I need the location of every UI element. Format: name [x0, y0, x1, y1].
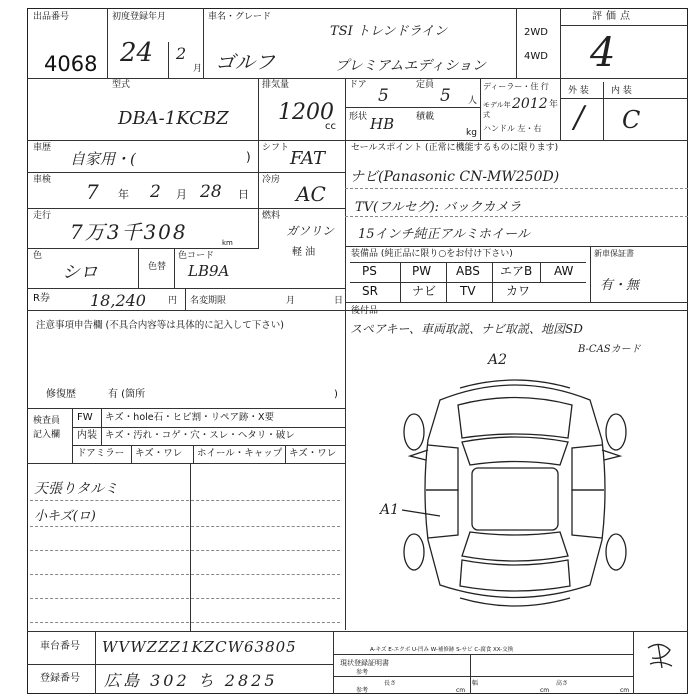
divider — [345, 310, 346, 630]
divider — [27, 631, 688, 632]
hood — [458, 398, 572, 439]
first-reg-year: 24 — [120, 38, 154, 68]
recycle-label: R券 — [33, 293, 50, 304]
inspection-day-unit: 日 — [238, 188, 249, 201]
height-label: 高さ — [556, 680, 569, 687]
fuel-label: 燃料 — [262, 211, 281, 221]
capacity-label: 定員 — [416, 80, 435, 90]
width-label: 幅 — [472, 680, 479, 687]
cargo-unit: kg — [466, 128, 477, 138]
exterior-value: / — [574, 100, 585, 135]
fw-text: キズ・hole石・ヒビ割・リペア跡・X要 — [105, 412, 274, 423]
recycle-value: 18,240 — [90, 291, 146, 310]
drive-4wd: 4WD — [524, 51, 548, 62]
front-bumper — [460, 380, 570, 388]
cm-unit-3: cm — [620, 687, 630, 694]
model-year-label: モデル年式 — [483, 101, 511, 119]
inspection-month: 2 — [150, 182, 161, 202]
vehicle-label: 車歴 — [33, 143, 52, 153]
extras-value-2: B-CASカード — [578, 344, 641, 355]
divider — [27, 172, 345, 173]
divider — [258, 140, 259, 172]
equipment-grid — [350, 262, 586, 302]
divider — [480, 78, 481, 140]
close-paren: ) — [246, 150, 251, 164]
interior-inspect-label: 内装 — [77, 430, 97, 441]
divider — [190, 463, 191, 631]
equipment-title: 装備品 (純正品に限り○をお付け下さい) — [351, 249, 513, 259]
model-grade-label: 車名・グレード — [208, 12, 272, 22]
lot-number: 4068 — [44, 52, 98, 76]
divider — [345, 188, 688, 189]
divider — [560, 98, 688, 99]
selling-point-2: TV(フルセグ): バックカメラ — [355, 200, 522, 215]
reference-label: 参考 — [356, 669, 369, 676]
divider — [258, 78, 259, 140]
name-change-label: 名変期限 — [190, 296, 227, 306]
equip-sr: SR — [362, 284, 378, 298]
wheel-rear-left — [404, 534, 424, 570]
first-reg-month-unit: 月 — [193, 64, 203, 74]
a1-pointer — [402, 510, 440, 516]
score-label: 評価点 — [592, 11, 634, 22]
divider — [560, 78, 561, 140]
inspection-month-unit: 月 — [176, 188, 187, 201]
drive-2wd: 2WD — [524, 27, 548, 38]
repair-label: 修復歴 — [46, 389, 76, 400]
shape-value: HB — [370, 115, 395, 133]
divider — [27, 78, 688, 79]
color-change-label: 色替 — [148, 262, 167, 272]
equip-navi: ナビ — [412, 284, 437, 298]
inspection-label: 車検 — [33, 175, 52, 185]
handle-label: ハンドル 左・右 — [483, 124, 542, 133]
model-grade-line1: TSI トレンドライン — [330, 24, 448, 39]
divider — [138, 248, 139, 288]
mirror-right — [602, 450, 620, 460]
divider — [350, 262, 586, 263]
divider — [27, 463, 345, 464]
model-grade-line3: プレミアムエディション — [335, 58, 487, 74]
inspector-grid — [72, 409, 345, 463]
model-year-value: 2012 — [512, 96, 548, 112]
length-label: 長さ — [384, 680, 397, 687]
selling-points-title: セールスポイント (正常に機能するものに限ります) — [351, 143, 559, 153]
vehicle-value: 自家用・( — [70, 150, 136, 168]
type-value: DBA-1KCBZ — [118, 108, 229, 129]
note-line — [30, 500, 340, 501]
divider — [345, 302, 688, 303]
interior-inspect-text: キズ・汚れ・コゲ・穴・スレ・ヘタリ・破レ — [105, 430, 295, 441]
divider — [168, 42, 169, 78]
divider — [27, 288, 345, 289]
interior-label: 内 装 — [611, 86, 632, 96]
wheel-cap-text: キズ・ワレ — [289, 448, 337, 459]
notes-title: 注意事項申告欄 (不具合内容等は具体的に記入して下さい) — [36, 320, 284, 331]
windshield — [462, 437, 568, 465]
note-line — [30, 598, 340, 599]
warranty-value: 有・無 — [600, 278, 640, 293]
mileage-value: 7万3千308 — [70, 220, 188, 244]
equip-abs: ABS — [456, 264, 480, 278]
door-left-front — [426, 445, 458, 490]
trunk — [460, 560, 570, 591]
color-label: 色 — [33, 251, 43, 261]
new-warranty-label: 新車保証書 — [594, 249, 634, 258]
rear-glass — [462, 532, 568, 561]
repair-value: 有 (箇所 — [108, 389, 146, 400]
divider — [333, 654, 633, 655]
inspection-year-unit: 年 — [118, 188, 129, 201]
cargo-label: 積載 — [416, 112, 435, 122]
doors-label: ドア — [349, 80, 367, 90]
divider — [540, 262, 541, 282]
chassis-value: WVWZZZ1KZCW63805 — [102, 638, 297, 656]
divider — [185, 288, 186, 310]
capacity-value: 5 — [440, 86, 451, 106]
divider — [203, 8, 204, 78]
divider — [27, 248, 259, 249]
divider — [345, 246, 688, 247]
reg-label: 登録番号 — [40, 673, 80, 684]
divider — [633, 631, 634, 694]
note-line — [30, 574, 340, 575]
color-value: シロ — [62, 262, 98, 283]
selling-point-3: 15インチ純正アルミホイール — [358, 227, 530, 242]
door-right-front — [572, 445, 604, 490]
divider — [333, 676, 633, 677]
name-change-month: 月 — [286, 296, 296, 306]
handwritten-note-1: 天張りタルミ — [34, 481, 118, 497]
doors-value: 5 — [378, 86, 389, 106]
equip-airbag: エアB — [500, 264, 533, 278]
divider — [590, 246, 591, 302]
note-line — [30, 550, 340, 551]
fw-label: FW — [77, 412, 93, 423]
note-line — [30, 526, 340, 527]
door-right-rear — [572, 490, 604, 538]
displacement-unit: cc — [325, 121, 336, 132]
door-mirror-text: キズ・ワレ — [135, 448, 183, 459]
wheel-cap-label: ホイール・キャップ — [197, 448, 283, 459]
car-damage-diagram — [380, 360, 650, 620]
inspector-label-1: 検査員 — [33, 416, 61, 426]
fuel-value: ガソリン — [286, 224, 335, 238]
selling-point-1: ナビ(Panasonic CN-MW250D) — [350, 169, 560, 185]
shift-label: シフト — [262, 143, 290, 153]
equip-leather: カワ — [506, 284, 531, 298]
note-line — [30, 622, 340, 623]
divider — [345, 78, 346, 140]
color-code-value: LB9A — [188, 262, 230, 280]
handwritten-note-2: 小キズ(ロ) — [34, 509, 96, 524]
divider — [560, 8, 561, 78]
inspection-day: 28 — [200, 182, 222, 202]
color-code-label: 色コード — [178, 251, 215, 261]
equip-ps: PS — [362, 264, 377, 278]
wheel-front-left — [404, 414, 424, 450]
mirror-left — [410, 450, 428, 460]
extras-title: 後付品 — [351, 306, 379, 316]
wheel-front-right — [606, 414, 626, 450]
divider — [516, 8, 517, 78]
ac-value: AC — [296, 182, 326, 206]
equip-tv: TV — [460, 284, 476, 298]
roof — [472, 468, 558, 530]
extras-value: スペアキー、車両取説、ナビ取説、地図SD — [350, 322, 583, 336]
shape-label: 形状 — [349, 112, 368, 122]
score-value: 4 — [590, 30, 616, 76]
divider — [73, 445, 346, 446]
dealer-label: ディーラー・住 行 — [483, 82, 549, 91]
divider — [27, 208, 345, 209]
recycle-unit: 円 — [168, 296, 178, 306]
inspector-signature — [640, 638, 680, 674]
divider — [470, 654, 471, 694]
damage-legend: A-キズ E-エクボ U-凹み W-補修跡 S-サビ C-腐食 XX-交換 — [370, 647, 514, 653]
model-grade-line2: ゴルフ — [215, 50, 275, 74]
interior-value: C — [622, 106, 641, 134]
divider — [27, 664, 333, 665]
displacement-value: 1200 — [278, 100, 334, 125]
divider — [174, 248, 175, 288]
divider — [73, 427, 346, 428]
equip-pw: PW — [412, 264, 432, 278]
ac-label: 冷房 — [262, 175, 281, 185]
first-reg-label: 初度登録年月 — [112, 12, 167, 22]
repair-close: ) — [334, 389, 338, 400]
wheel-rear-right — [606, 534, 626, 570]
mileage-label: 走行 — [33, 211, 52, 221]
divider — [131, 445, 132, 463]
inspection-year: 7 — [86, 180, 99, 204]
cm-unit-1: cm — [456, 687, 466, 694]
divider — [333, 631, 334, 694]
displacement-label: 排気量 — [262, 80, 290, 90]
reference-label-2: 参考 — [356, 687, 369, 694]
divider — [95, 631, 96, 694]
reg-value: 広島 302 ち 2825 — [104, 671, 278, 690]
inspector-label-2: 記入欄 — [33, 430, 61, 440]
type-label: 型式 — [112, 80, 131, 90]
divider — [350, 282, 586, 283]
divider — [345, 216, 688, 217]
divider — [107, 8, 108, 78]
shift-value: FAT — [290, 148, 325, 169]
divider — [560, 25, 688, 26]
divider — [27, 140, 688, 141]
door-mirror-label: ドアミラー — [77, 448, 125, 459]
divider — [345, 107, 480, 108]
first-reg-month: 2 — [176, 44, 187, 63]
lot-label: 出品番号 — [33, 12, 70, 22]
rear-bumper — [460, 598, 570, 606]
divider — [258, 172, 259, 208]
equip-aw: AW — [554, 264, 574, 278]
fuel-alt: 軽 油 — [292, 247, 316, 258]
divider — [446, 262, 447, 302]
model-year-unit: 年 — [549, 100, 559, 110]
reg-cert-label: 現状登録証明書 — [340, 659, 389, 667]
divider — [492, 262, 493, 302]
cm-unit-2: cm — [540, 687, 550, 694]
exterior-label: 外 装 — [568, 86, 589, 96]
damage-label-a2: A2 — [488, 352, 508, 368]
capacity-unit: 人 — [468, 96, 478, 106]
mileage-unit: km — [222, 239, 233, 247]
divider — [285, 445, 286, 463]
damage-label-a1: A1 — [380, 502, 400, 518]
name-change-day: 日 — [334, 296, 344, 306]
divider — [603, 82, 604, 140]
divider — [193, 445, 194, 463]
chassis-label: 車台番号 — [40, 641, 80, 652]
divider — [258, 208, 259, 248]
divider — [400, 262, 401, 302]
